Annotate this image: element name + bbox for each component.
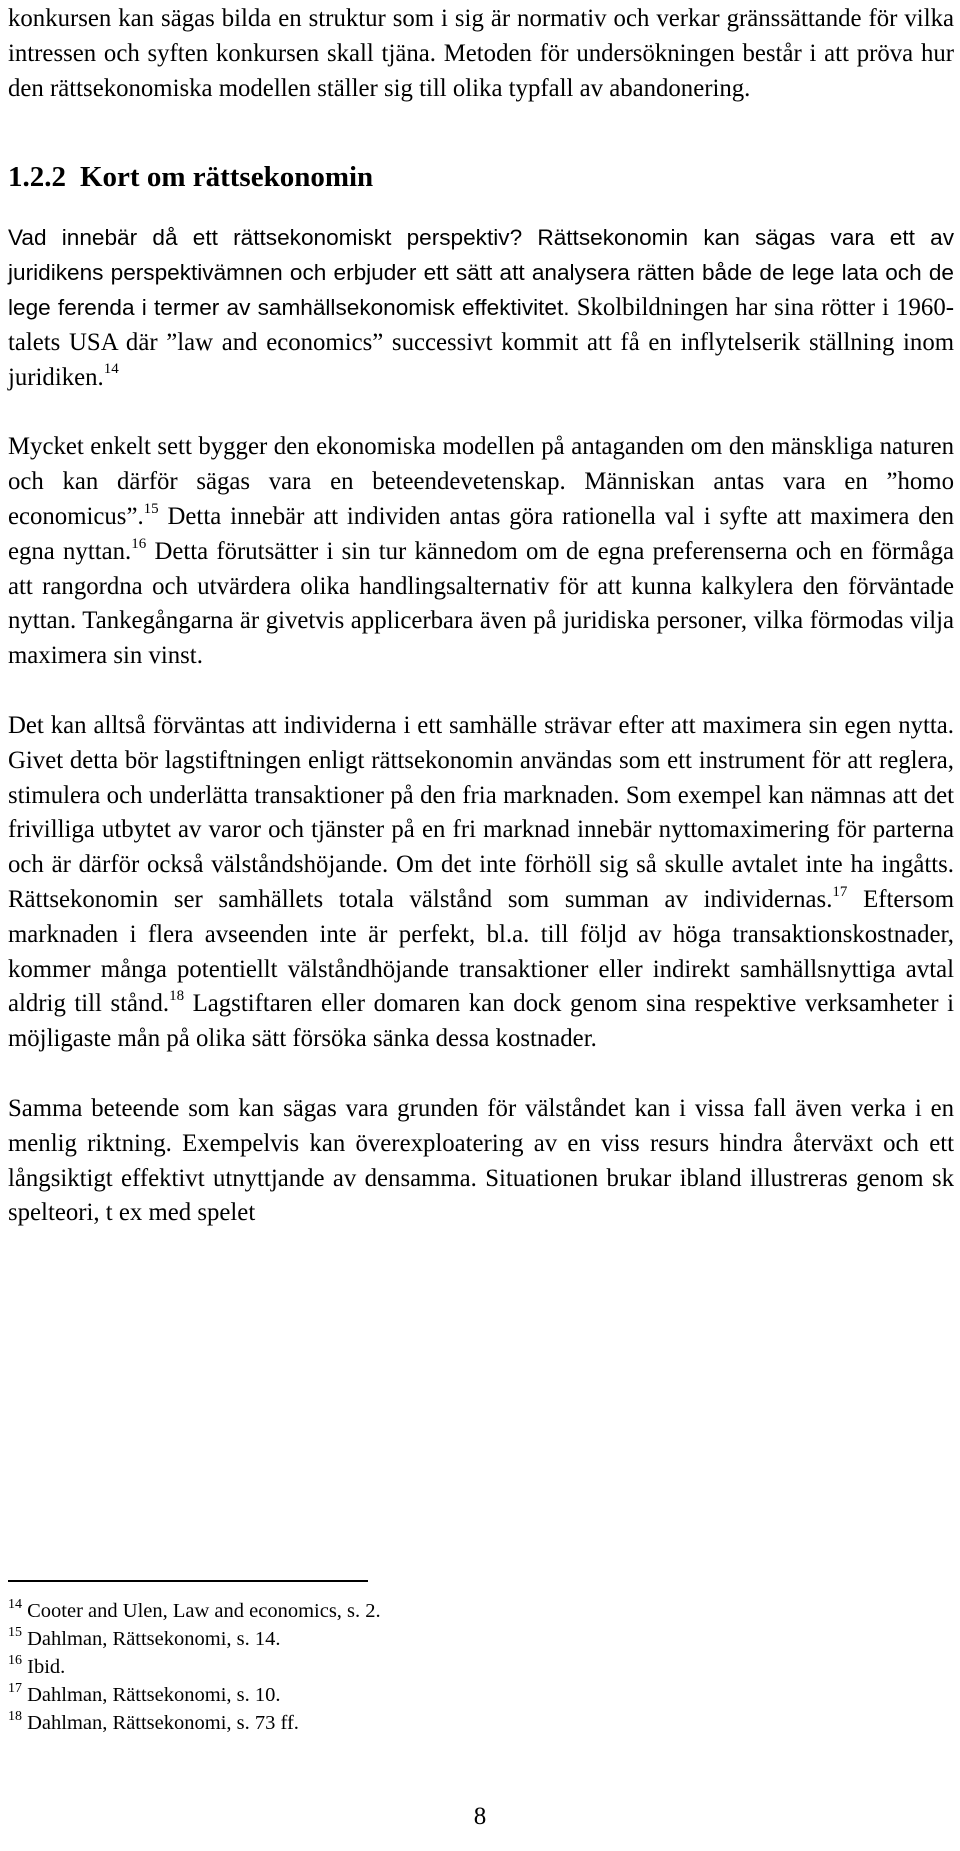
footnote-item xyxy=(8,1597,908,1625)
paragraph-3-text-c: Lagstiftaren eller domaren kan dock genom sina respektive verksamheter i möjligaste mån på olika sätt försöka sänka dessa kostnader. xyxy=(8,990,955,1053)
paragraph-2-text-b: Detta innebär att individen antas göra rationella val i syfte att maximera den egna nyttan. xyxy=(8,502,954,565)
footnote-text: Ibid. xyxy=(27,1656,66,1678)
paragraph-2-text-c: Detta förutsätter i sin tur kännedom om de egna preferenserna och en förmåga att rangordna och utvärdera olika handlingsalternativ för att kunna kalkylera den förväntade nyttan. Tankegångarna är givetvis applicerbara även på juridiska personer, vilka förmodas vilja maximera sin vinst. xyxy=(8,537,955,670)
footnote-item xyxy=(8,1681,908,1709)
section-heading xyxy=(8,159,954,195)
paragraph-3 xyxy=(8,709,954,1057)
section-title: Kort om rättsekonomin xyxy=(80,161,374,194)
section-number: 1.2.2 xyxy=(8,161,66,194)
paragraph-1-serif-text: Skolbildningen har sina rötter i 1960-talets USA där ”law and economics” successivt kommit att få en inflytelserik ställning inom juridiken. xyxy=(8,293,954,391)
footnote-separator xyxy=(8,1580,368,1582)
paragraph-gap xyxy=(8,674,954,709)
footnote-number: 17 xyxy=(8,1681,22,1697)
footnote-number: 15 xyxy=(8,1625,22,1641)
footnote-text: Dahlman, Rättsekonomi, s. 10. xyxy=(27,1684,281,1706)
page-number: 8 xyxy=(473,1803,487,1830)
paragraph-gap xyxy=(8,395,954,430)
footnote-item xyxy=(8,1709,908,1737)
footnote-number: 18 xyxy=(8,1709,22,1725)
footnote-text: Cooter and Ulen, Law and economics, s. 2. xyxy=(27,1600,381,1622)
footnote-item xyxy=(8,1653,908,1681)
paragraph-3-text-b: Eftersom marknaden i flera avseenden inte är perfekt, bl.a. till följd av höga transaktionskostnader, kommer många potentiellt välståndhöjande transaktioner eller indirekt samhällsnyttiga avtal aldrig till stånd. xyxy=(8,885,955,1018)
footnote-ref-16[interactable]: 16 xyxy=(131,535,147,552)
document-page xyxy=(8,0,954,1231)
footnote-ref-14[interactable]: 14 xyxy=(103,361,119,378)
paragraph-2-text-a: Mycket enkelt sett bygger den ekonomiska modellen på antaganden om den mänskliga naturen och kan därför sägas vara en beteendevetenskap. Människan antas vara en ”homo economicus”. xyxy=(8,433,954,530)
footnote-text: Dahlman, Rättsekonomi, s. 14. xyxy=(27,1628,281,1650)
footnote-number: 16 xyxy=(8,1653,22,1669)
footnote-item xyxy=(8,1625,908,1653)
footnote-number: 14 xyxy=(8,1597,22,1613)
footnote-text: Dahlman, Rättsekonomi, s. 73 ff. xyxy=(27,1712,299,1734)
paragraph-4: Samma beteende som kan sägas vara grunden för välståndet kan i vissa fall även verka i en menlig riktning. Exempelvis kan överexploatering av en viss resurs hindra återväxt och ett långsiktigt effektivt utnyttjande av densamma. Situationen brukar ibland illustreras genom sk spelteori, t ex med spelet xyxy=(8,1094,954,1227)
footnote-ref-17[interactable]: 17 xyxy=(832,883,848,900)
footnote-ref-15[interactable]: 15 xyxy=(143,500,159,517)
intro-paragraph: konkursen kan sägas bilda en struktur som i sig är normativ och verkar gränssättande för vilka intressen och syften konkursen skall tjäna. Metoden för undersökningen består i att pröva hur den rättsekonomiska modellen ställer sig till olika typfall av abandonering. xyxy=(8,5,954,102)
paragraph-2 xyxy=(8,430,954,674)
footnote-ref-18[interactable]: 18 xyxy=(169,988,185,1005)
paragraph-1-sans-text: Vad innebär då ett rättsekonomiskt perspektiv? Rättsekonomin kan sägas vara ett av juridikens perspektivämnen och erbjuder ett sätt att analysera rätten både de lege lata och de lege ferenda i termer av samhällsekonomisk effektivitet. xyxy=(8,225,954,320)
paragraph-1 xyxy=(8,221,954,395)
paragraph-3-text-a: Det kan alltså förväntas att individerna i ett samhälle strävar efter att maximera sin egen nytta. Givet detta bör lagstiftningen enligt rättsekonomin användas som ett instrument för att reglera, stimulera och underlätta transaktioner på den fria marknaden. Som exempel kan nämnas att det frivilliga utbytet av varor och tjänster på en fri marknad innebär nyttomaximering för parterna och är därför också välståndshöjande. Om det inte förhöll sig så skulle avtalet inte ha ingåtts. Rättsekonomin ser samhällets totala välstånd som summan av individernas. xyxy=(8,711,954,913)
footnotes xyxy=(8,1597,908,1737)
paragraph-gap xyxy=(8,1057,954,1092)
